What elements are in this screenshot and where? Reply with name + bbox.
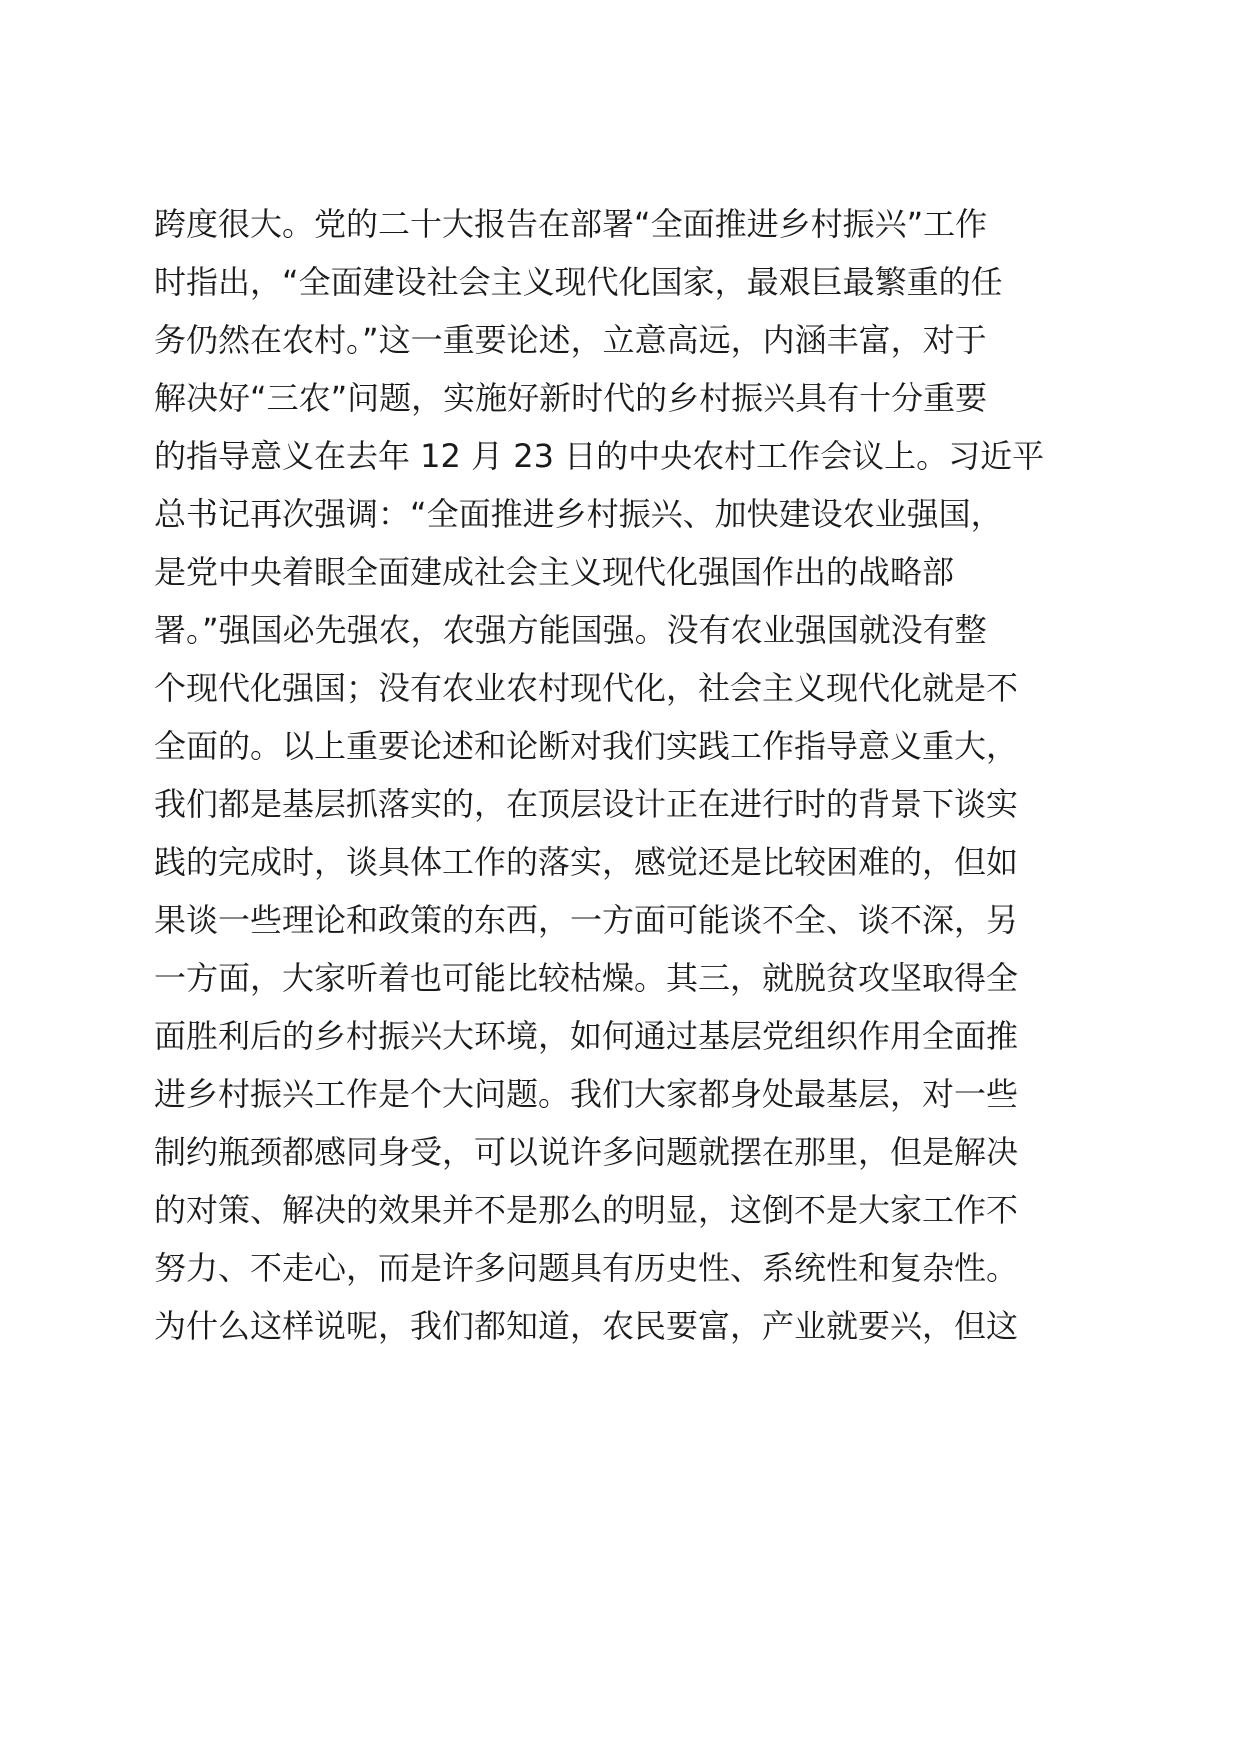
text-line: 我们都是基层抓落实的，在顶层设计正在进行时的背景下谈实 xyxy=(154,785,1019,823)
text-line: 是党中央着眼全面建成社会主义现代化强国作出的战略部 xyxy=(154,553,955,591)
text-line: 解决好“三农”问题，实施好新时代的乡村振兴具有十分重要 xyxy=(154,379,988,417)
text-line: 务仍然在农村。”这一重要论述，立意高远，内涵丰富，对于 xyxy=(154,321,987,359)
text-line: 为什么这样说呢，我们都知道，农民要富，产业就要兴，但这 xyxy=(154,1307,1019,1345)
text-line: 制约瓶颈都感同身受，可以说许多问题就摆在那里，但是解决 xyxy=(154,1133,1019,1171)
text-line: 面胜利后的乡村振兴大环境，如何通过基层党组织作用全面推 xyxy=(154,1017,1019,1055)
text-line: 个现代化强国；没有农业农村现代化，社会主义现代化就是不 xyxy=(154,669,1019,707)
text-line: 署。”强国必先强农，农强方能国强。没有农业强国就没有整 xyxy=(154,611,987,649)
text-line: 总书记再次强调：“全面推进乡村振兴、加快建设农业强国， xyxy=(154,495,1003,533)
text-line: 果谈一些理论和政策的东西，一方面可能谈不全、谈不深，另 xyxy=(154,901,1019,939)
text-line: 努力、不走心，而是许多问题具有历史性、系统性和复杂性。 xyxy=(154,1249,1019,1287)
text-line: 全面的。以上重要论述和论断对我们实践工作指导意义重大， xyxy=(154,727,1019,765)
text-line: 的对策、解决的效果并不是那么的明显，这倒不是大家工作不 xyxy=(154,1191,1019,1229)
text-line: 进乡村振兴工作是个大问题。我们大家都身处最基层，对一些 xyxy=(154,1075,1019,1113)
text-line: 一方面，大家听着也可能比较枯燥。其三，就脱贫攻坚取得全 xyxy=(154,959,1019,997)
text-line: 时指出，“全面建设社会主义现代化国家，最艰巨最繁重的任 xyxy=(154,263,1003,301)
text-line: 的指导意义在去年 12 月 23 日的中央农村工作会议上。习近平 xyxy=(154,437,1045,475)
text-line: 跨度很大。党的二十大报告在部署“全面推进乡村振兴”工作 xyxy=(154,205,988,243)
text-line: 践的完成时，谈具体工作的落实，感觉还是比较困难的，但如 xyxy=(154,843,1019,881)
